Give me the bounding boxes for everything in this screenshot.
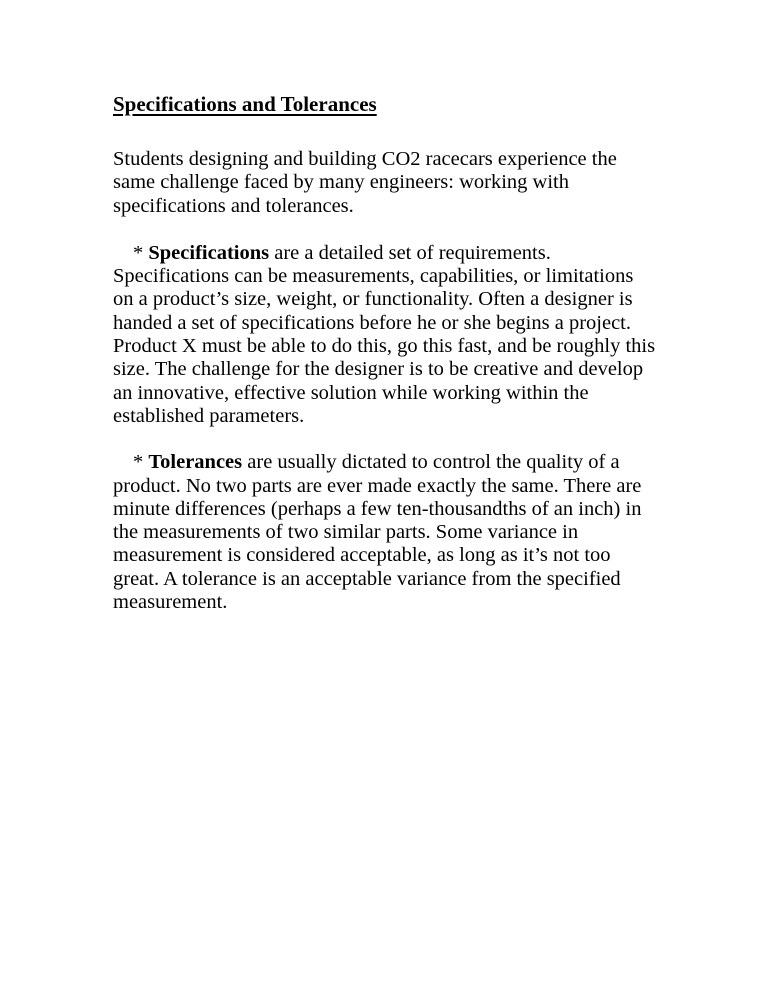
tolerances-text: are usually dictated to control the quality of a product. No two parts are ever made exactly the same. There are minute differences (perhaps a few ten-thousandths of an inch) in the measurements of two similar parts. Some variance in measurement is considered acceptable, as long as it’s not too great. A tolerance is an acceptable variance from the specified measurement. — [113, 451, 642, 614]
bullet-marker: * — [133, 451, 149, 474]
specifications-text: are a detailed set of requirements. Specifications can be measurements, capabilities, or limitations on a product’s size, weight, or functionality. Often a designer is handed a set of specifications before he or she begins a project. Product X must be able to do this, go this fast, and be roughly this size. The challenge for the designer is to be creative and develop an innovative, effective solution while working within the established parameters. — [113, 241, 656, 427]
tolerances-paragraph — [113, 451, 658, 614]
bullet-marker: * — [133, 241, 149, 264]
document-title: Specifications and Tolerances — [113, 92, 377, 116]
intro-paragraph: Students designing and building CO2 racecars experience the same challenge faced by many engineers: working with specifications and tolerances. — [113, 148, 617, 217]
tolerances-term: Tolerances — [148, 451, 243, 474]
document-content — [113, 91, 658, 614]
specifications-term: Specifications — [148, 241, 270, 264]
specifications-paragraph — [113, 242, 658, 428]
